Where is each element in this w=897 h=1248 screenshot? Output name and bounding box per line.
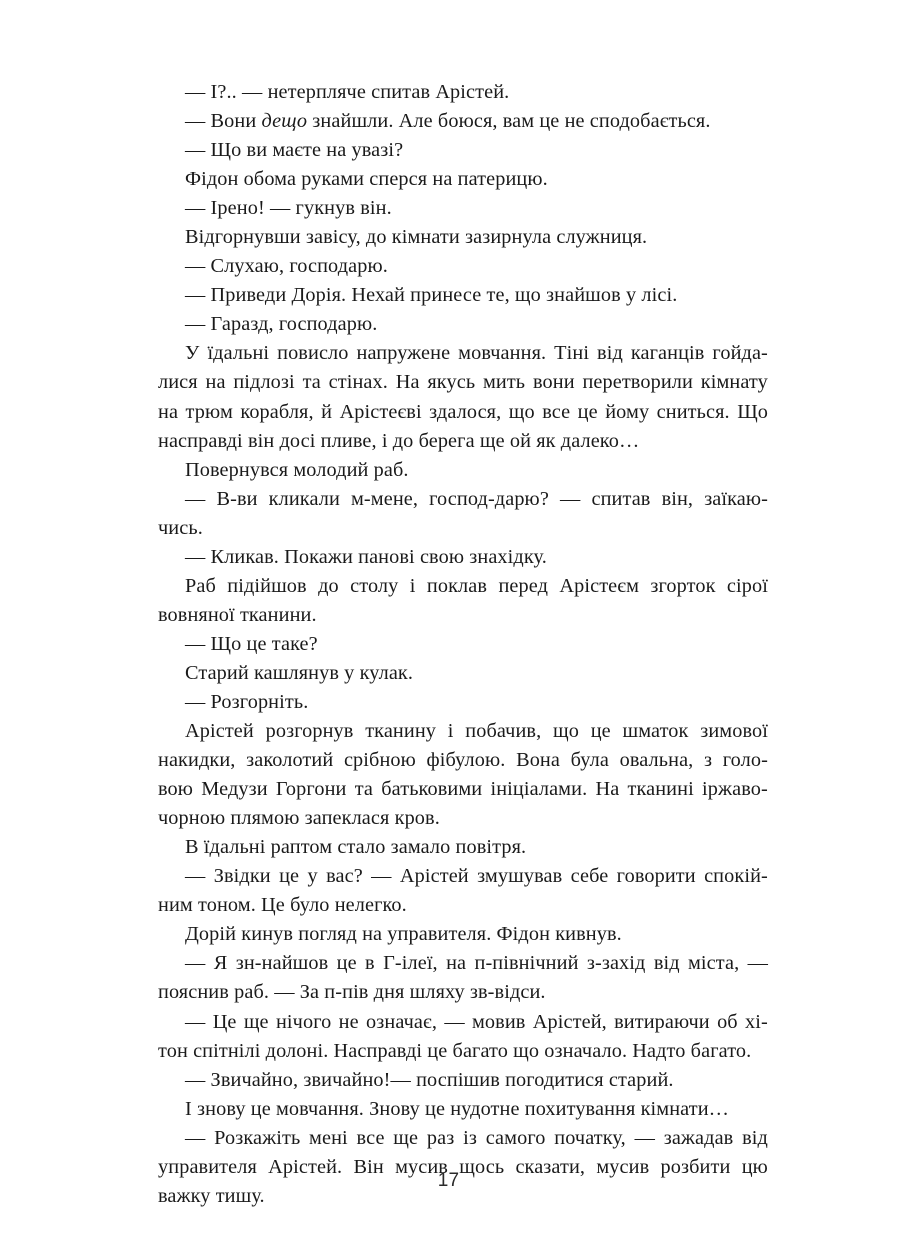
text-word: батьковими (381, 778, 483, 801)
text-word: вою (158, 778, 194, 801)
text-word: хі- (745, 1010, 768, 1033)
page-text-block (158, 78, 768, 1211)
text-word: — (185, 1010, 206, 1033)
text-word: столу (350, 574, 399, 597)
text-line (158, 746, 768, 775)
text-line: важку тишу. (158, 1184, 265, 1207)
text-word: — (371, 865, 392, 888)
text-word: згорток (650, 574, 716, 597)
text-word: нічого (275, 1010, 332, 1033)
text-word: говорити (616, 865, 696, 888)
text-word: сірої (726, 574, 768, 597)
text-line: Фідон обома руками сперся на патерицю. (185, 168, 548, 191)
text-word: зимової (700, 720, 768, 743)
text-word: себе (570, 865, 609, 888)
text-word: ініціалами. (490, 778, 588, 801)
text-line: чорною плямою запеклася кров. (158, 807, 440, 830)
text-word: вони (532, 371, 575, 394)
text-word: розбити (660, 1155, 731, 1178)
text-word: накидки, (158, 749, 236, 772)
text-word: що (508, 400, 535, 423)
text-line (158, 398, 768, 427)
text-word: голо- (722, 749, 768, 772)
text-word: з (704, 749, 713, 772)
text-word: срібною (343, 749, 416, 772)
text-word: управителя (158, 1155, 257, 1178)
text-line: насправді він досі пливе, і до берега ще ой як далеко… (158, 429, 640, 452)
text-line (158, 862, 768, 891)
text-word: він, (661, 487, 694, 510)
text-line: — Ірено! — гукнув він. (185, 197, 392, 220)
text-word: перед (498, 574, 548, 597)
text-word: повисло (277, 342, 349, 365)
text-word: їдальні (207, 342, 270, 365)
text-word: підійшов (227, 574, 307, 597)
text-word: об (717, 1010, 738, 1033)
text-word: розгорнув (265, 720, 354, 743)
text-word: й (321, 400, 333, 423)
text-word: від (597, 342, 623, 365)
text-line (158, 717, 768, 746)
text-word: — (185, 487, 206, 510)
text-word: п-північний (474, 952, 579, 975)
text-word: трюм (185, 400, 233, 423)
text-line: — Розгорніть. (185, 690, 309, 713)
text-line: — Що це таке? (185, 632, 318, 655)
text-word: це (279, 865, 300, 888)
text-word: Г-ілеї, (383, 952, 438, 975)
text-word: Арістеєм (559, 574, 640, 597)
text-word: — (560, 487, 581, 510)
text-word: раз (426, 1126, 455, 1149)
text-word: Тіні (554, 342, 590, 365)
text-word: вас? (326, 865, 363, 888)
text-line (158, 368, 768, 397)
text-word: — (747, 952, 768, 975)
text-word: мені (309, 1126, 348, 1149)
text-word: На (395, 371, 420, 394)
text-line (158, 1124, 768, 1153)
text-word: і (409, 574, 416, 597)
text-word: спокій- (704, 865, 768, 888)
text-word: каганців (630, 342, 705, 365)
text-word: до (318, 574, 339, 597)
text-line: Відгорнувши завісу, до кімнати зазирнула служниця. (185, 226, 648, 249)
text-word: кликали (268, 487, 340, 510)
text-word: не (338, 1010, 359, 1033)
text-word: стінах. (328, 371, 388, 394)
text-word: зн-найшов (235, 952, 329, 975)
text-word: Звідки (213, 865, 271, 888)
text-word: сниться. (656, 400, 730, 423)
text-word: і (447, 720, 454, 743)
text-word: заколотий (246, 749, 334, 772)
text-line (158, 107, 768, 136)
text-word: господ-дарю? (429, 487, 549, 510)
text-word: В-ви (216, 487, 258, 510)
text-line: вовняної тканини. (158, 603, 317, 626)
text-word: Арістей. (268, 1155, 343, 1178)
text-word: Медузи (201, 778, 268, 801)
text-word: в (365, 952, 375, 975)
text-word: лися (158, 371, 198, 394)
page-number: 17 (437, 1170, 460, 1191)
text-word: це (577, 400, 598, 423)
text-word: та (302, 371, 321, 394)
text-line (158, 949, 768, 978)
text-line: — Звичайно, звичайно!— поспішив погодитися старий. (185, 1068, 674, 1091)
text-word: спитав (591, 487, 651, 510)
text-word: самого (485, 1126, 546, 1149)
text-word: щось (459, 1155, 505, 1178)
text-word: Горгони (275, 778, 347, 801)
text-word: — (185, 1126, 206, 1149)
text-word: мить (482, 371, 526, 394)
text-word: витираючи (614, 1010, 710, 1033)
text-word: іржаво- (702, 778, 768, 801)
text-word: перетворили (582, 371, 693, 394)
text-word: це (590, 720, 611, 743)
text-word: що (553, 720, 579, 743)
text-word: була (570, 749, 609, 772)
text-word: на (205, 371, 226, 394)
text-word: Розкажіть (214, 1126, 301, 1149)
text-word: сказати, (515, 1155, 586, 1178)
text-line: І знову це мовчання. Знову це нудотне похитування кімнати… (185, 1097, 730, 1120)
text-word: ще (243, 1010, 269, 1033)
text-line (158, 1008, 768, 1037)
text-word: заїкаю- (704, 487, 768, 510)
text-word: Це (212, 1010, 237, 1033)
text-word: мовчання. (458, 342, 547, 365)
text-word: змушував (477, 865, 563, 888)
text-word: — (444, 1010, 465, 1033)
text-word: все (356, 1126, 385, 1149)
text-word: Раб (185, 574, 216, 597)
text-word: на (446, 952, 467, 975)
text-word: мовив (472, 1010, 526, 1033)
text-word: йому (605, 400, 650, 423)
text-word: корабля, (240, 400, 314, 423)
text-word: шматок (622, 720, 689, 743)
text-line (158, 339, 768, 368)
text-word: від (653, 952, 680, 975)
text-word: тканину (365, 720, 437, 743)
text-line: Повернувся молодий раб. (185, 458, 409, 481)
text-word: та (354, 778, 374, 801)
text-word: кімнату (700, 371, 768, 394)
text-word: гойда- (712, 342, 768, 365)
text-word: напружене (356, 342, 451, 365)
text-word: з-захід (586, 952, 646, 975)
text-line: чись. (158, 516, 203, 539)
text-word: якусь (427, 371, 476, 394)
text-word: мусив (395, 1155, 448, 1178)
text-word: Арістей (399, 865, 469, 888)
text-word: Вона (516, 749, 560, 772)
text-word: фібулою. (426, 749, 506, 772)
text-word: у (307, 865, 318, 888)
text-line (158, 572, 768, 601)
text-word: — (185, 865, 206, 888)
text-word: побачив, (465, 720, 542, 743)
text-word: підлозі (233, 371, 295, 394)
text-line: В їдальні раптом стало замало повітря. (185, 836, 527, 859)
text-word: — (634, 1126, 655, 1149)
text-word: все (542, 400, 571, 423)
text-line: ним тоном. Це було нелегко. (158, 894, 407, 917)
text-line: — Слухаю, господарю. (185, 255, 388, 278)
text-word: Арістей (185, 720, 254, 743)
text-word: здалося, (429, 400, 502, 423)
text-word: це (336, 952, 357, 975)
text-line: — Гаразд, господарю. (185, 313, 378, 336)
text-word: на (158, 400, 179, 423)
text-line: — Кликав. Покажи панові свою знахідку. (185, 545, 547, 568)
text-line: пояснив раб. — За п-пів дня шляху зв-відси. (158, 981, 546, 1004)
text-line: — І?.. — нетерпляче спитав Арістей. (185, 81, 510, 103)
text-run: — Вони (185, 110, 262, 133)
text-word: Він (353, 1155, 384, 1178)
text-line (158, 485, 768, 514)
text-word: Арістеєві (339, 400, 422, 423)
text-line: Старий кашлянув у кулак. (185, 661, 414, 684)
text-word: овальна, (619, 749, 694, 772)
text-word: міста, (688, 952, 740, 975)
text-word: від (742, 1126, 768, 1149)
text-word: м-мене, (351, 487, 419, 510)
text-line (158, 775, 768, 804)
text-line: — Що ви маєте на увазі? (185, 139, 404, 162)
text-word: На (595, 778, 620, 801)
text-word: зажадав (663, 1126, 734, 1149)
text-word: Я (213, 952, 228, 975)
emphasis-text: дещо (261, 110, 308, 133)
text-line: тон спітнілі долоні. Насправді це багато що означало. Надто багато. (158, 1039, 752, 1062)
text-word: тканині (627, 778, 694, 801)
text-word: із (463, 1126, 477, 1149)
text-line: Дорій кинув погляд на управителя. Фідон кивнув. (185, 923, 622, 946)
text-word: У (185, 342, 200, 365)
text-word: Арістей, (532, 1010, 607, 1033)
text-word: поклав (426, 574, 488, 597)
text-word: Що (737, 400, 768, 423)
text-word: означає, (366, 1010, 438, 1033)
text-line: — Приведи Дорія. Нехай принесе те, що знайшов у лісі. (185, 284, 678, 307)
text-word: цю (741, 1155, 768, 1178)
text-word: початку, (554, 1126, 626, 1149)
text-word: — (185, 952, 206, 975)
text-word: ще (393, 1126, 419, 1149)
text-word: мусив (596, 1155, 650, 1178)
text-run: знайшли. Але боюся, вам це не сподобається. (307, 110, 711, 133)
